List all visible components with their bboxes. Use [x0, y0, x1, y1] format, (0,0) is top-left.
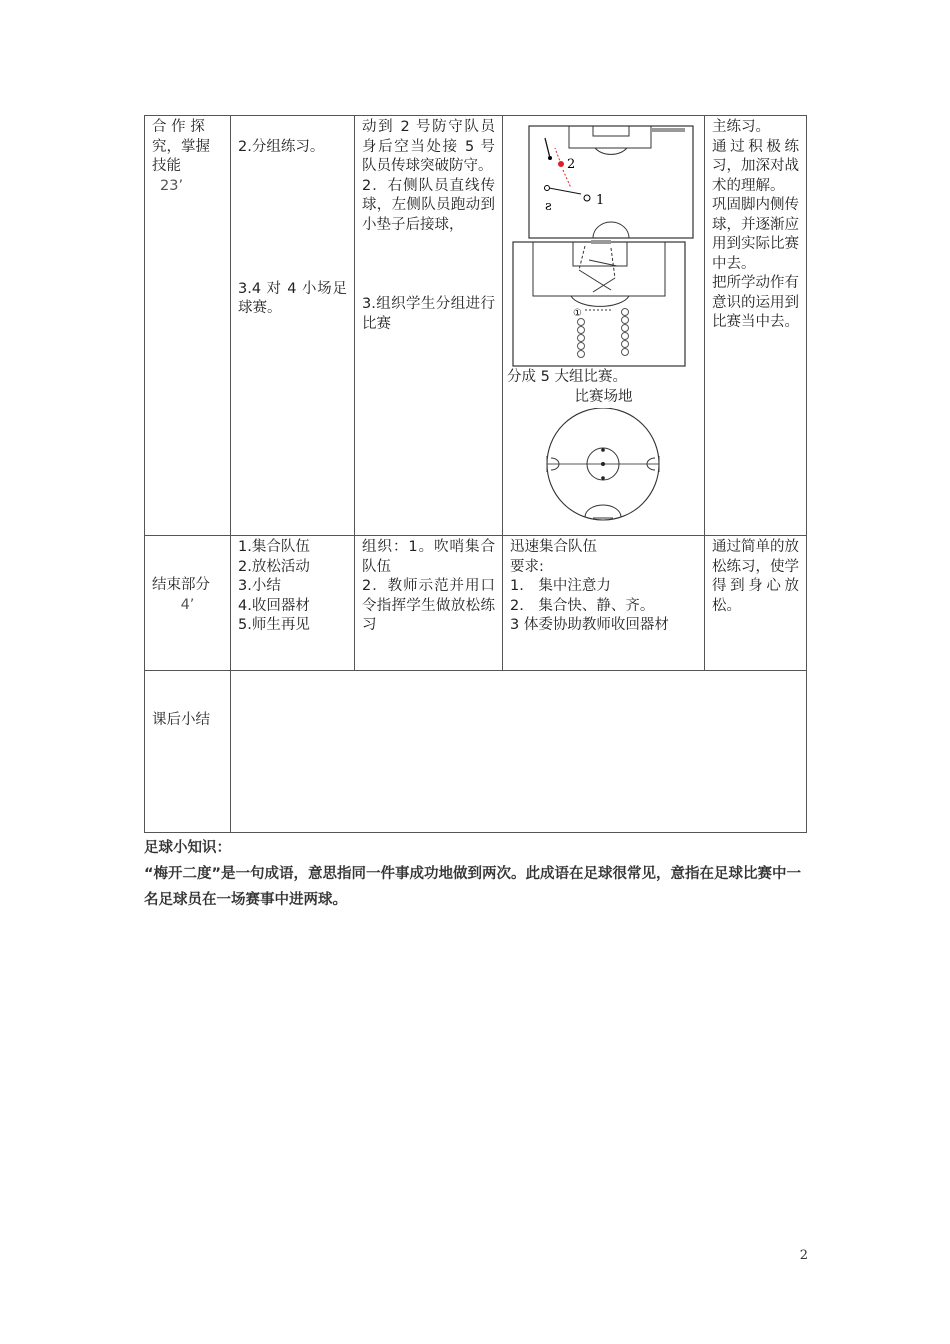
- page-number: 2: [799, 1248, 808, 1263]
- table-row: [145, 536, 807, 671]
- tactic-diagram-2: [511, 240, 689, 368]
- svg-text:①: ①: [573, 308, 582, 319]
- svg-text:ƨ: ƨ: [545, 199, 552, 214]
- summary-cell: [231, 671, 807, 833]
- content-cell: 2.分组练习。 3.4 对 4 小场足球赛。: [231, 116, 355, 536]
- table-row: [145, 671, 807, 833]
- svg-text:1: 1: [596, 193, 605, 208]
- section-cell: 合 作 探 究，掌握 技能 23’: [145, 116, 231, 536]
- organization-cell: 动到 2 号防守队员身后空当处接 5 号队员传球突破防守。 2．右侧队员直线传球，左侧队员跑动到小垫子后接球， 3.组织学生分组进行比赛: [355, 116, 503, 536]
- organization-cell: 组织：1。吹哨集合队伍 2．教师示范并用口令指挥学生做放松练习: [355, 536, 503, 671]
- table-row: [145, 116, 807, 536]
- svg-text:2: 2: [567, 157, 576, 172]
- match-field-diagram: [541, 408, 665, 522]
- purpose-cell: 通过简单的放松练习，使学得到身心放松。: [705, 536, 807, 671]
- requirements-cell: 2 1 ƨ ① 分成 5 大组比赛。 比赛场地: [503, 116, 705, 536]
- content-cell: 1.集合队伍 2.放松活动 3.小结 4.收回器材 5.师生再见: [231, 536, 355, 671]
- purpose-cell: 主练习。 通过积极练习，加深对战术的理解。 巩固脚内侧传球，并逐渐应用到实际比赛中去。 把所学动作有意识的运用到比赛当中去。: [705, 116, 807, 536]
- section-cell: 结束部分 4’: [145, 536, 231, 671]
- requirements-cell: 迅速集合队伍 要求: 1. 集中注意力 2. 集合快、静、齐。 3 体委协助教师收回器材: [503, 536, 705, 671]
- lesson-plan-table: [144, 115, 807, 833]
- section-cell: 课后小结: [145, 671, 231, 833]
- tactic-diagram-1: [521, 118, 701, 240]
- knowledge-title: 足球小知识：: [144, 840, 231, 856]
- football-knowledge: [144, 835, 808, 913]
- knowledge-body: “梅开二度”是一句成语，意思指同一件事成功地做到两次。此成语在足球很常见，意指在足球比赛中一名足球员在一场赛事中进两球。: [144, 866, 802, 908]
